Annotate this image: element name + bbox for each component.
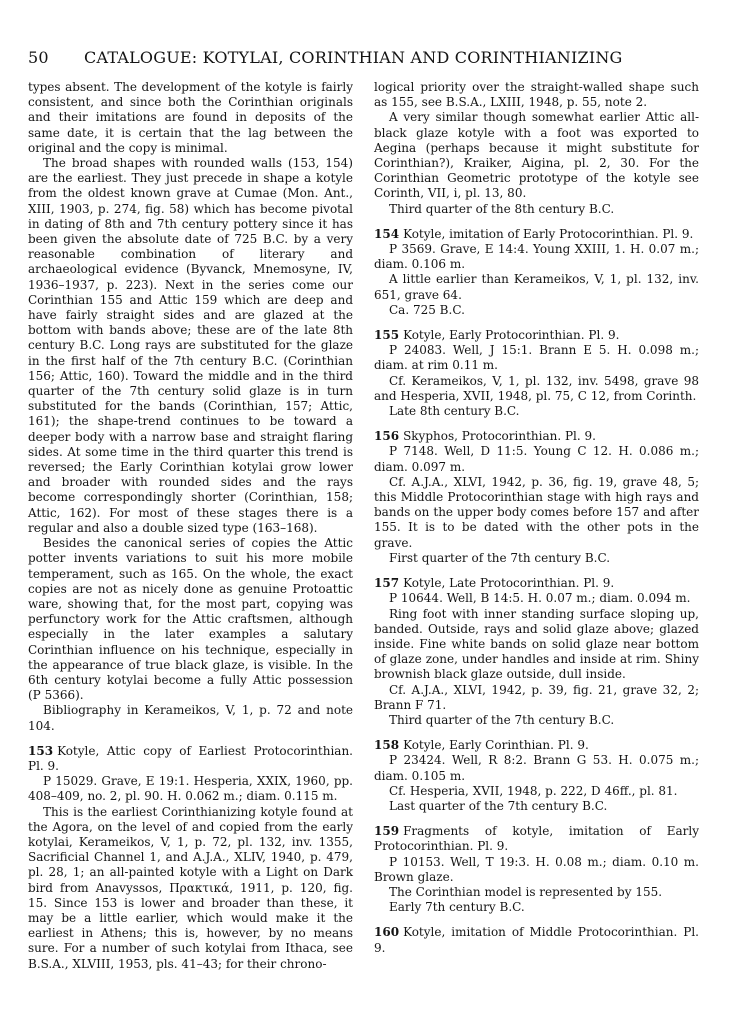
entry-159-title [374,824,699,854]
left-column [28,80,353,972]
entry-156-title-text: Skyphos, Protocorinthian. Pl. 9. [403,429,596,444]
entry-156-number: 156 [374,429,400,444]
entry-158-title-text: Kotyle, Early Corinthian. Pl. 9. [403,738,589,753]
entry-153-details: P 15029. Grave, E 19:1. Hesperia, XXIX, 1960, pp. 408–409, no. 2, pl. 90. H. 0.062 m.; diam. 0.115 m. [28,774,353,804]
right-column [374,80,699,956]
entry-159-line: P 10153. Well, T 19:3. H. 0.08 m.; diam. 0.10 m. Brown glaze. [374,854,699,884]
entry-156-line: Cf. A.J.A., XLVI, 1942, p. 36, fig. 19, grave 48, 5; this Middle Protocorinthian stage with high rays and bands on the upper body comes before 157 and after 155. It is to be dated with the other pots in the grave. [374,474,699,550]
paragraph-continuation: logical priority over the straight-walled shape such as 155, see B.S.A., LXIII, 1948, p. 55, note 2. [374,80,699,110]
entry-157-line: Cf. A.J.A., XLVI, 1942, p. 39, fig. 21, grave 32, 2; Brann F 71. [374,682,699,712]
entry-156-title [374,429,699,444]
running-title: CATALOGUE: KOTYLAI, CORINTHIAN AND CORINTHIANIZING [84,48,623,67]
entry-157-line: Third quarter of the 7th century B.C. [389,712,615,727]
entry-159-number: 159 [374,824,400,839]
entry-155-title [374,328,699,343]
entry-158-line: P 23424. Well, R 8:2. Brann G 53. H. 0.075 m.; diam. 0.105 m. [374,753,699,783]
entry-158-number: 158 [374,738,400,753]
entry-154-line: P 3569. Grave, E 14:4. Young XXIII, 1. H. 0.07 m.; diam. 0.106 m. [374,242,699,272]
entry-159-title-text: Fragments of kotyle, imitation of Early Protocorinthian. Pl. 9. [374,824,699,854]
paragraph-date: Third quarter of the 8th century B.C. [389,201,615,216]
paragraph-canonical-series: Besides the canonical series of copies the Attic potter invents variations to suit his more mobile temperament, such as 165. On the whole, the exact copies are not as nicely done as genuine Protoattic ware, showing that, for the most part, copying was perfunctory work for the Attic craftsmen, although especially in the later examples a salutary Corinthian influence on his technique, especially in the appearance of true black glaze, is visible. In the 6th century kotylai become a fully Attic possession (P 5366). [28,536,353,703]
entry-158-line: Cf. Hesperia, XVII, 1948, p. 222, D 46ff., pl. 81. [389,783,678,798]
entry-154-title [374,227,699,242]
entry-157-title [374,576,699,591]
entry-158-line: Last quarter of the 7th century B.C. [389,798,608,813]
entry-153-number: 153 [28,743,54,758]
page-header [28,48,708,67]
entry-154-line: Ca. 725 B.C. [389,302,465,317]
entry-155-number: 155 [374,328,400,343]
entry-157-number: 157 [374,576,400,591]
paragraph-development: types absent. The development of the kotyle is fairly consistent, and since both the Corinthian originals and their imitations are found in deposits of the same date, it is certain that the lag between the original and the copy is minimal. [28,80,353,155]
entry-159-line: Early 7th century B.C. [389,900,525,915]
entry-154-title-text: Kotyle, imitation of Early Protocorinthian. Pl. 9. [403,226,694,241]
entry-158-title [374,738,699,753]
entry-155-line: Late 8th century B.C. [389,404,520,419]
entry-155-line: Cf. Kerameikos, V, 1, pl. 132, inv. 5498, grave 98 and Hesperia, XVII, 1948, pl. 75, C 12, from Corinth. [374,373,699,403]
entry-155-line: P 24083. Well, J 15:1. Brann E 5. H. 0.098 m.; diam. at rim 0.11 m. [374,343,699,373]
entry-153-title: 153 Kotyle, Attic copy of Earliest Protocorinthian. Pl. 9. [28,743,353,773]
entry-155-title-text: Kotyle, Early Protocorinthian. Pl. 9. [403,328,620,343]
entry-159-line: The Corinthian model is represented by 155. [389,884,663,899]
entry-154-line: A little earlier than Kerameikos, V, 1, pl. 132, inv. 651, grave 64. [374,272,699,302]
entry-154-number: 154 [374,226,400,241]
paragraph-bibliography: Bibliography in Kerameikos, V, 1, p. 72 and note 104. [28,703,353,733]
paragraph-aegina: A very similar though somewhat earlier Attic all-black glaze kotyle with a foot was exported to Aegina (perhaps because it might substitute for Corinthian?), Kraiker, Aigina, pl. 2, 30. For the Corinthian Geometric prototype of the kotyle see Corinth, VII, i, pl. 13, 80. [374,110,699,201]
entry-157-title-text: Kotyle, Late Protocorinthian. Pl. 9. [403,576,615,591]
entry-list [374,227,699,956]
entry-157-line: P 10644. Well, B 14:5. H. 0.07 m.; diam. 0.094 m. [389,591,691,606]
entry-160-title-text: Kotyle, imitation of Middle Protocorinthian. Pl. 9. [374,925,699,955]
entry-160-title [374,925,699,955]
page-number: 50 [28,48,49,67]
entry-160-number: 160 [374,925,400,940]
entry-156-line: P 7148. Well, D 11:5. Young C 12. H. 0.086 m.; diam. 0.097 m. [374,444,699,474]
entry-157-line: Ring foot with inner standing surface sloping up, banded. Outside, rays and solid glaze above; glazed inside. Fine white bands on solid glaze near bottom of glaze zone, under handles and inside at rim. Shiny brownish black glaze outside, dull inside. [374,606,699,682]
entry-156-line: First quarter of the 7th century B.C. [389,550,611,565]
paragraph-broad-shapes: The broad shapes with rounded walls (153, 154) are the earliest. They just precede in shape a kotyle from the oldest known grave at Cumae (Mon. Ant., XIII, 1903, p. 274, fig. 58) which has become pivotal in dating of 8th and 7th century pottery since it has been given the absolute date of 725 B.C. by a very reasonable combination of literary and archaeological evidence (Byvanck, Mnemosyne, IV, 1936–1937, p. 223). Next in the series come our Corinthian 155 and Attic 159 which are deep and have fairly straight sides and are glazed at the bottom with bands above; these are of the late 8th century B.C. Long rays are substituted for the glaze in the first half of the 7th century B.C. (Corinthian 156; Attic, 160). Toward the middle and in the third quarter of the 7th century solid glaze is in turn substituted for the bands (Corinthian, 157; Attic, 161); the shape-trend continues to be toward a deeper body with a narrow base and straight flaring sides. At some time in the third quarter this trend is reversed; the Early Corinthian kotylai grow lower and broader with rounded sides and the rays become correspondingly shorter (Corinthian, 158; Attic, 162). For most of these stages there is a regular and also a double sized type (163–168). [28,156,353,535]
entry-153-discussion: This is the earliest Corinthianizing kotyle found at the Agora, on the level of and copied from the early kotylai, Kerameikos, V, 1, p. 72, pl. 132, inv. 1355, Sacrificial Channel 1, and A.J.A., XLIV, 1940, p. 479, pl. 28, 1; an all-painted kotyle with a Light on Dark bird from Anavyssos, Πρακτικά, 1911, p. 120, fig. 15. Since 153 is lower and broader than these, it may be a little earlier, which would make it the earliest in Athens; this is, however, by no means sure. For a number of such kotylai from Ithaca, see B.S.A., XLVIII, 1953, pls. 41–43; for their chrono- [28,804,353,971]
